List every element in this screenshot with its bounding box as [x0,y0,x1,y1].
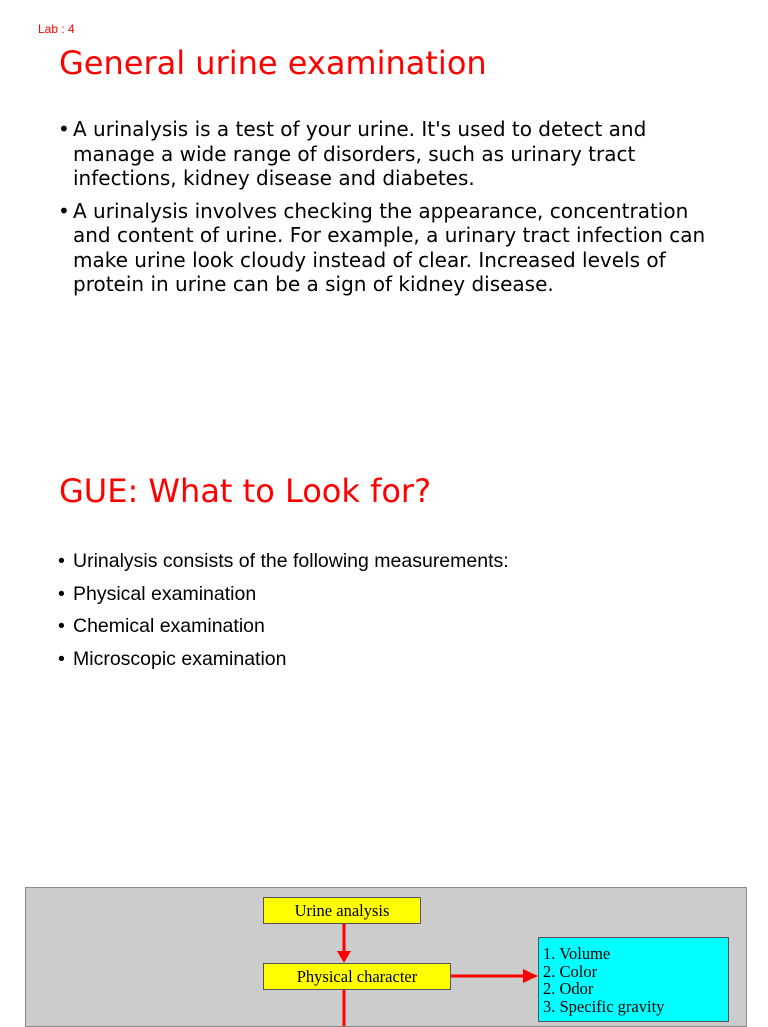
bullet-item: • Microscopic examination [58,647,718,671]
bullet-item: • Urinalysis consists of the following measurements: [58,549,718,573]
lab-label: Lab : 4 [38,22,75,36]
physical-items-box [538,937,729,1022]
section-title-general-urine-examination: General urine examination [59,44,487,82]
arrow-right-head [523,969,538,983]
bullet-item: • Chemical examination [58,614,718,638]
physical-character-box: Physical character [263,963,451,990]
physical-item: 3. Specific gravity [543,996,665,1016]
physical-item: 1. Volume [543,944,611,963]
bullet-item: • A urinalysis is a test of your urine. It's used to detect and manage a wide range of disorders, such as urinary tract infections, kidney disease and diabetes. [58,117,718,191]
section2-bullet-list [58,549,718,679]
urine-analysis-flowchart [25,887,747,1027]
physical-item: 2. Color [543,961,598,981]
section1-bullet-list [58,117,718,305]
bullet-item: • Physical examination [58,582,718,606]
bullet-item: • A urinalysis involves checking the appearance, concentration and content of urine. For example, a urinary tract infection can make urine look cloudy instead of clear. Increased levels of protein in urine can be a sign of kidney disease. [58,199,718,297]
urine-analysis-box: Urine analysis [263,897,421,924]
arrow-down-1-head [337,951,351,963]
physical-item: 2. Odor [543,979,594,998]
section-title-gue-what-to-look-for: GUE: What to Look for? [59,472,432,510]
